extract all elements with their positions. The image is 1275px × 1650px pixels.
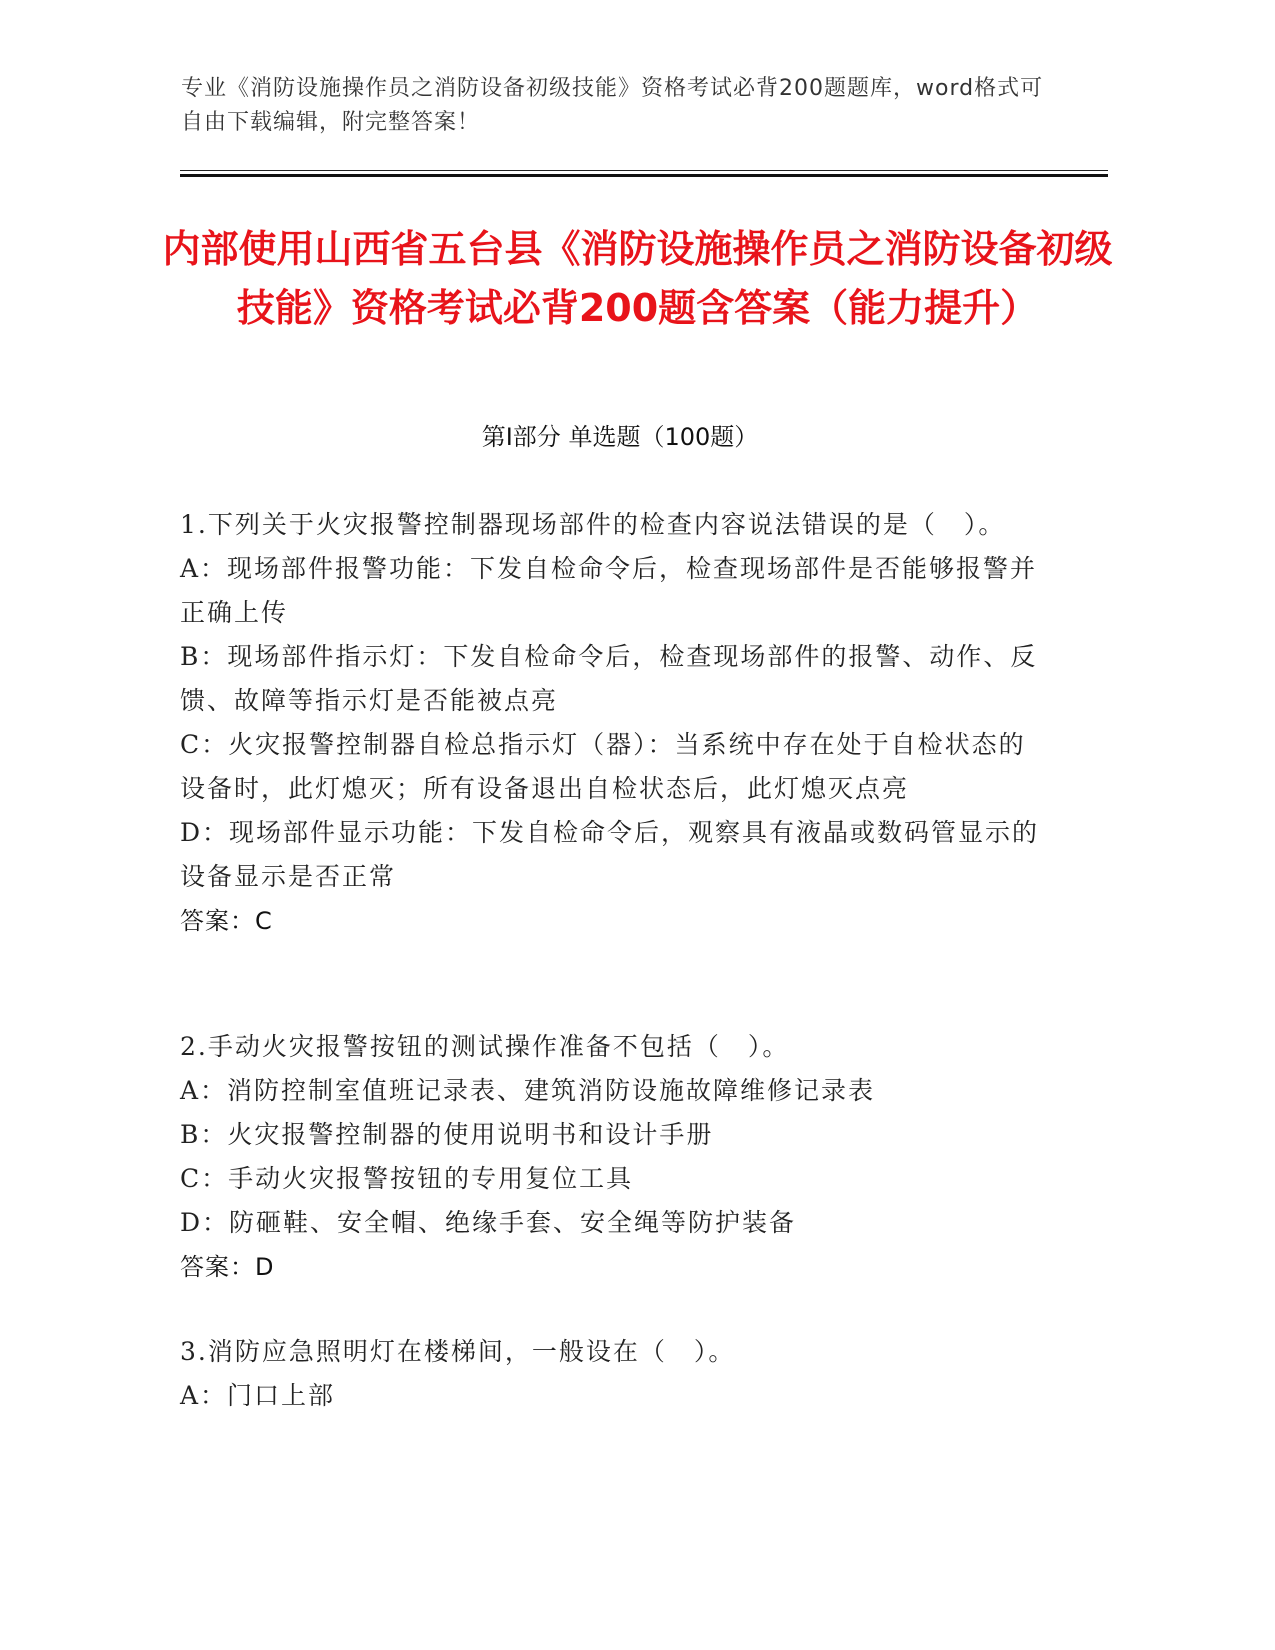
option-b: B：现场部件指示灯：下发自检命令后，检查现场部件的报警、动作、反馈、故障等指示灯是否能被点亮 <box>180 642 1038 715</box>
question-2 <box>180 1025 1040 1289</box>
option-d: D：现场部件显示功能：下发自检命令后，观察具有液晶或数码管显示的设备显示是否正常 <box>180 818 1040 891</box>
answer-label: 答案： <box>180 1253 255 1281</box>
header-divider-thin <box>180 170 1108 171</box>
question-1 <box>180 503 1040 943</box>
answer-label: 答案： <box>180 907 255 935</box>
question-stem: 2.手动火灾报警按钮的测试操作准备不包括（ ）。 <box>180 1032 790 1061</box>
option-a: A：门口上部 <box>180 1381 336 1410</box>
document-title: 内部使用山西省五台县《消防设施操作员之消防设备初级技能》资格考试必背200题含答案（能力提升） <box>162 227 1113 330</box>
header-note: 专业《消防设施操作员之消防设备初级技能》资格考试必背200题题库，word格式可自由下载编辑，附完整答案！ <box>181 76 1044 135</box>
header-divider-thick <box>180 174 1108 177</box>
section-heading: 第Ⅰ部分 单选题（100题） <box>481 423 759 451</box>
question-3 <box>180 1330 1040 1418</box>
option-d: D：防砸鞋、安全帽、绝缘手套、安全绳等防护装备 <box>180 1208 797 1237</box>
question-stem: 3.消防应急照明灯在楼梯间，一般设在（ ）。 <box>180 1337 736 1366</box>
option-a: A：现场部件报警功能：下发自检命令后，检查现场部件是否能够报警并正确上传 <box>180 554 1038 627</box>
option-b: B：火灾报警控制器的使用说明书和设计手册 <box>180 1120 714 1149</box>
option-c: C：手动火灾报警按钮的专用复位工具 <box>180 1164 634 1193</box>
answer <box>180 899 1040 943</box>
answer-value: D <box>255 1253 275 1281</box>
answer <box>180 1245 1040 1289</box>
answer-value: C <box>255 907 273 935</box>
question-stem: 1.下列关于火灾报警控制器现场部件的检查内容说法错误的是（ ）。 <box>180 510 1006 539</box>
option-a: A：消防控制室值班记录表、建筑消防设施故障维修记录表 <box>180 1076 876 1105</box>
option-c: C：火灾报警控制器自检总指示灯（器）：当系统中存在处于自检状态的设备时，此灯熄灭；所有设备退出自检状态后，此灯熄灭点亮 <box>180 730 1026 803</box>
